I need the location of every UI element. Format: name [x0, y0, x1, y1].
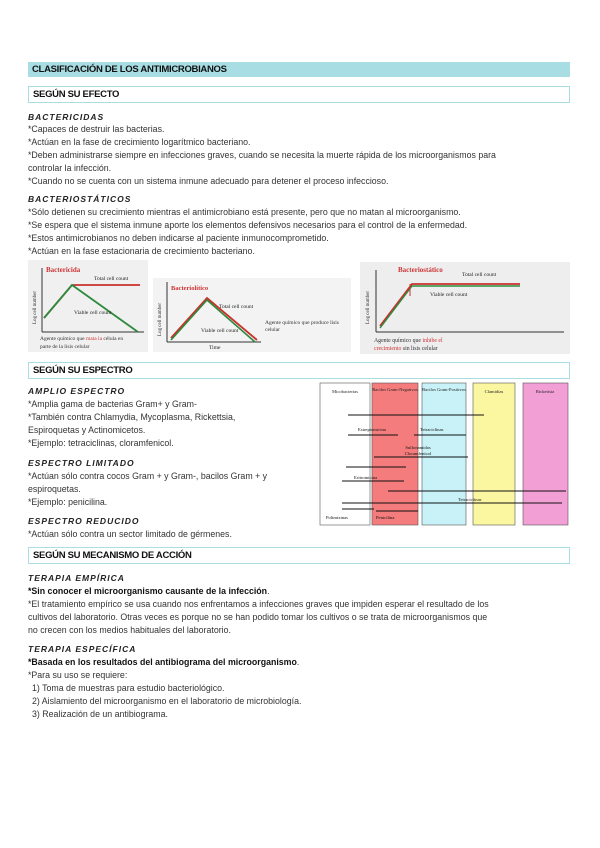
bacteriostaticos-line-3: *Estos antimicrobianos no deben indicarse al paciente inmunocomprometido. [28, 233, 329, 243]
amplio-espectro-title: AMPLIO ESPECTRO [28, 386, 126, 396]
fig1-caption-4: lisis celular [64, 344, 90, 350]
fig3-caption-hl: inhibe el [422, 338, 443, 344]
especifica-title: TERAPIA ESPECÍFICA [28, 644, 137, 654]
bacteriostaticos-title: BACTERIOSTÁTICOS [28, 194, 132, 204]
reducido-line-1: *Actúan sólo contra un sector limitado de gérmenes. [28, 529, 232, 539]
svg-text:crecimiento sin lisis celular [374, 346, 438, 352]
col-rickettsia [523, 383, 568, 525]
amplio-line-3: Espiroquetas y Actinomicetos. [28, 425, 146, 435]
section-efecto-heading: SEGÚN SU EFECTO [28, 86, 570, 103]
fig3-caption-1: Agente químico que [374, 338, 422, 344]
document-title: CLASIFICACIÓN DE LOS ANTIMICROBIANOS [28, 62, 570, 77]
especifica-bold: *Basada en los resultados del antibiograma del microorganismo [28, 657, 297, 667]
empirica-line-1: *El tratamiento empírico se usa cuando nos enfrentamos a infecciones graves que impiden esperar el resultado de los [28, 599, 489, 609]
col-clamidias [473, 383, 515, 525]
fig2-y-label: Log cell number [158, 302, 163, 336]
fig3-y-label: Log cell number [366, 290, 371, 324]
especifica-bold-end: . [296, 657, 300, 667]
limitado-title: ESPECTRO LIMITADO [28, 458, 135, 468]
svg-text:Agente químico que inhibe el [374, 338, 443, 344]
empirica-bold: *Sin conocer el microorganismo causante de la infección [28, 586, 268, 596]
amplio-line-4: *Ejemplo: tetraciclinas, cloramfenicol. [28, 438, 174, 448]
drug-tetraciclinas-2: Tetraciclinas [458, 497, 482, 502]
col-micobacterias [320, 383, 370, 525]
amplio-line-1: *Amplia gama de bacterias Gram+ y Gram- [28, 399, 197, 409]
reducido-title: ESPECTRO REDUCIDO [28, 516, 140, 526]
empirica-title: TERAPIA EMPÍRICA [28, 573, 125, 583]
fig2-caption: Agente químico que produce lisis celular [265, 320, 339, 333]
fig1-caption-3: parte de la [40, 344, 63, 350]
fig3-label: Bacteriostático [398, 266, 443, 274]
especifica-step-3: 3) Realización de un antibiograma. [32, 709, 168, 719]
drug-penicilina: Penicilina [376, 515, 395, 520]
bacteriostaticos-line-2: *Se espera que el sistema inmune aporte los elementos defensivos necesarios para el control de la enfermedad. [28, 220, 468, 230]
fig1-total-label: Total cell count [94, 276, 129, 282]
bactericidas-line-1: *Capaces de destruir las bacterias. [28, 124, 165, 134]
empirica-line-2: cultivos del laboratorio. Otras veces es porque no se han podido tomar los cultivos o se trata de microorganismos que [28, 612, 488, 622]
bactericidas-title: BACTERICIDAS [28, 112, 105, 122]
svg-text:parte de la lisis celular [40, 344, 90, 350]
col-label-rickettsia: Rickettsia [535, 389, 555, 394]
fig3-total-label: Total cell count [462, 272, 497, 278]
fig2-viable-label: Viable cell count [201, 328, 239, 334]
fig1-viable-label: Viable cell count [74, 310, 112, 316]
fig1-label: Bactericida [46, 266, 81, 274]
empirica-bold-end: . [267, 586, 270, 596]
drug-tetraciclinas-1: Tetraciclinas [420, 427, 444, 432]
drug-sulfonamidas: Sulfonamidas Cloramfenicol [404, 445, 432, 456]
fig1-y-label: Log cell number [33, 290, 38, 324]
drug-polimixinas: Polimixinas [326, 515, 348, 520]
fig1-caption-hl: mata la [85, 336, 103, 342]
fig3-viable-label: Viable cell count [430, 292, 468, 298]
especifica-bold-line [28, 656, 299, 669]
fig2-total-label: Total cell count [219, 304, 254, 310]
fig2-x-label: Time [209, 345, 221, 351]
fig2-label: Bacteriolítico [171, 285, 209, 292]
bactericida-growth-figure [28, 260, 148, 352]
drug-estreptomicina: Estreptomicina [358, 427, 386, 432]
section-mecanismo-heading: SEGÚN SU MECANISMO DE ACCIÓN [28, 547, 570, 564]
bacteriolitico-growth-figure [153, 278, 351, 352]
especifica-step-1: 1) Toma de muestras para estudio bacteriológico. [32, 683, 225, 693]
fig1-caption-1: Agente químico que [40, 336, 85, 342]
bactericidas-line-3: *Deben administrarse siempre en infecciones graves, cuando se necesita la muerte rápida de los microorganismos para [28, 150, 496, 160]
bactericidas-line-5: *Cuando no se cuenta con un sistema inmune adecuado para detener el proceso infeccioso. [28, 176, 389, 186]
col-label-clamidias: Clamidias [484, 389, 504, 394]
col-label-micobacterias: Micobacterias [331, 389, 359, 394]
bactericidas-line-2: *Actúan en la fase de crecimiento logarítmico bacteriano. [28, 137, 251, 147]
section-espectro-heading: SEGÚN SU ESPECTRO [28, 362, 570, 379]
bactericidas-line-4: controlar la infección. [28, 163, 112, 173]
col-label-bacilos-gram-neg: Bacilos Gram-Negativos [372, 387, 418, 392]
fig3-caption-3: sin lisis celular [402, 346, 438, 352]
fig3-caption-2: crecimiento [374, 346, 402, 352]
especifica-step-2: 2) Aislamiento del microorganismo en el laboratorio de microbiología. [32, 696, 302, 706]
bacteriostaticos-line-1: *Sólo detienen su crecimiento mientras el antimicrobiano está presente, pero que no matan al microorganismo. [28, 207, 461, 217]
especifica-line-1: *Para su uso se requiere: [28, 670, 128, 680]
bacteriostaticos-line-4: *Actúan en la fase estacionaria de crecimiento bacteriano. [28, 246, 255, 256]
svg-text:Agente químico que mata la cél [40, 336, 123, 342]
fig1-caption-2: célula en [103, 336, 124, 342]
empirica-line-3: no crecen con los medios habituales del laboratorio. [28, 625, 231, 635]
amplio-line-2: *También contra Chlamydia, Mycoplasma, Rickettsia, [28, 412, 236, 422]
spectrum-diagram [318, 381, 570, 527]
col-label-bacilos-gram-pos: Bacilos Gram-Positivos [422, 387, 466, 392]
drug-eritromicina: Eritromicina [354, 475, 378, 480]
bacteriostatico-growth-figure [360, 262, 570, 354]
limitado-line-2: espiroquetas. [28, 484, 81, 494]
empirica-bold-line [28, 585, 270, 598]
limitado-line-1: *Actúan sólo contra cocos Gram + y Gram-, bacilos Gram + y [28, 471, 268, 481]
limitado-line-3: *Ejemplo: penicilina. [28, 497, 108, 507]
